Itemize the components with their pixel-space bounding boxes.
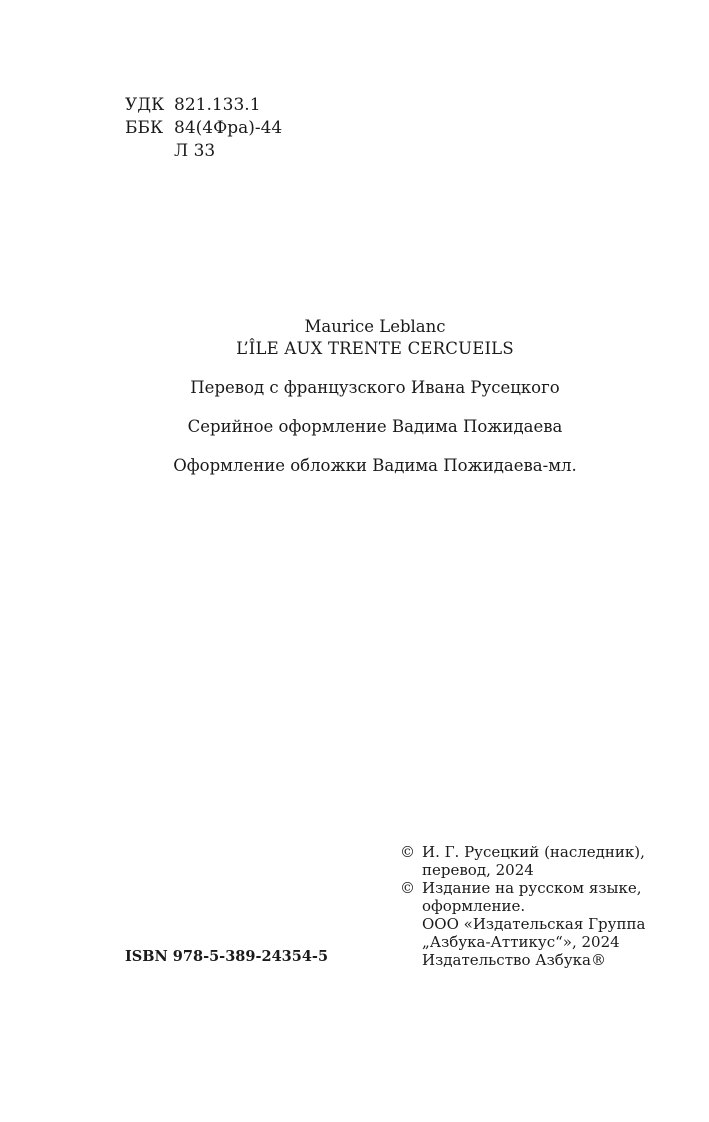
cover-design-credit: Оформление обложки Вадима Пожидаева-мл. [173,456,577,475]
copyright-line: перевод, 2024 [422,861,534,879]
bbk-row [125,117,282,140]
series-design-credit: Серийное оформление Вадима Пожидаева [187,417,563,436]
isbn-number: ISBN 978-5-389-24354-5 [125,948,329,965]
classification-block [125,94,282,163]
copyright-symbol: © [400,843,415,861]
credits-block [0,316,709,477]
author-name: Maurice Leblanc [304,317,446,336]
original-title: L’ÎLE AUX TRENTE CERCUEILS [236,339,514,358]
bbk-value: 84(4Фра)-44 [174,118,283,138]
copyright-line: И. Г. Русецкий (наследник), [422,843,645,861]
publisher-line: „Азбука-Аттикус“», 2024 [422,933,620,951]
author-mark: Л 33 [174,141,216,161]
copyright-block [400,843,645,969]
translation-credit: Перевод с французского Ивана Русецкого [190,378,560,397]
publisher-line: Издательство Азбука® [422,951,606,969]
author-mark-row [125,140,282,163]
copyright-entry [400,843,645,879]
publisher-line: ООО «Издательская Группа [422,915,646,933]
udk-value: 821.133.1 [174,95,261,115]
copyright-line: Издание на русском языке, [422,879,642,897]
bbk-label: ББК [125,118,164,138]
udk-label: УДК [125,95,165,115]
copyright-entry [400,879,645,969]
copyright-symbol: © [400,879,415,897]
udk-row [125,94,282,117]
copyright-line: оформление. [422,897,526,915]
